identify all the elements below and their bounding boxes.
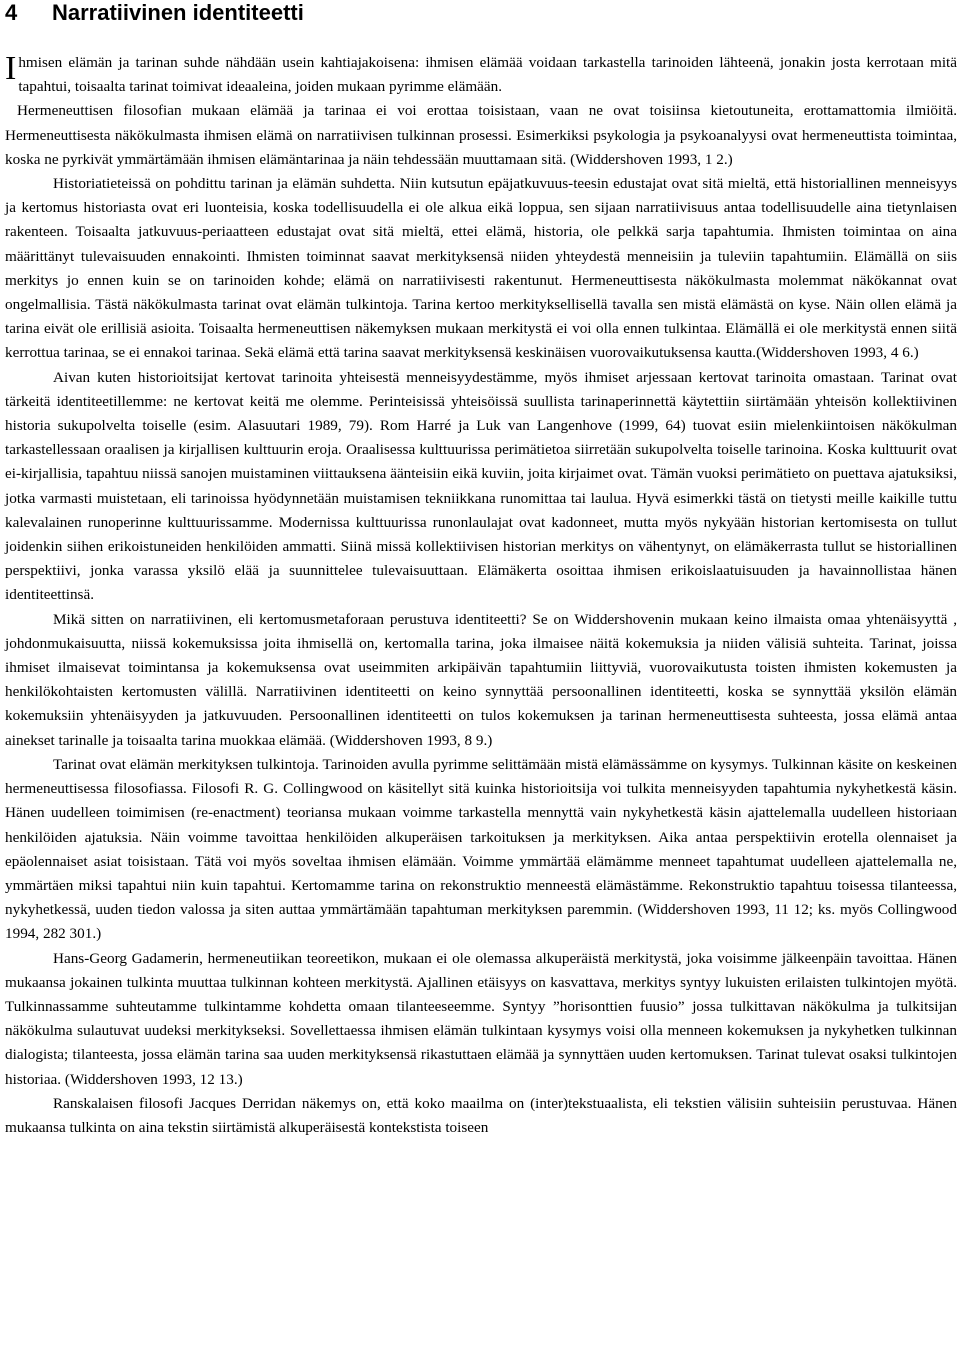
paragraph-5: Mikä sitten on narratiivinen, eli kertomusmetaforaan perustuva identiteetti? Se on Widdershovenin mukaan keino ilmaista omaa yhtenäisyyttä , johdonmukaisuutta, niissä kokemuksissa joita ihmisellä on, kertomalla tarina, joka ilmaisee näitä kokemuksia ja niiden välisiä suhteita. Tarinat, joissa ihmiset ilmaisevat toimintansa ja kokemuksensa ovat useimmiten arkipäivän tapahtumiin liittyviä, vuorovaikutusta toisten ihmisten kokemusten ja henkilökohtaisten kertomusten välillä. Narratiivinen identiteetti on keino synnyttää persoonallinen identiteetti, koska se synnyttää yksilön elämän kokemuksiin yhtenäisyyden ja jatkuvuuden. Persoonallinen identiteetti on tulos kokemuksen ja tarinan hermeneuttisesta suhteesta, jossa elämä antaa ainekset tarinalle ja toisaalta tarina muokkaa elämää. (Widdershoven 1993, 8 9.) [5,610,957,749]
body-text [5,51,957,1140]
paragraph-4: Aivan kuten historioitsijat kertovat tarinoita yhteisestä menneisyydestämme, myös ihmiset arjessaan kertovat tarinoita omastaan. Tarinat ovat tärkeitä identiteetillemme: ne kertovat keitä me olemme. Perinteisissä yhteisöissä suullista tarinaperinnettä käytettiin siirtämään yhteisön kollektiivinen historia sukupolvelta toiselle (esim. Alasuutari 1989, 79). Rom Harré ja Luk van Langenhove (1999, 64) tuovat esiin mielenkiintoisen näkökulman tarkastellessaan oraalisen ja kirjallisen kulttuurin eroja. Oraalisessa kulttuurissa perimätietoa siirretään sukupolvelta toiselle tarinoina. Koska kulttuurit ovat ei-kirjallisia, tapahtuu niissä sanojen muistaminen viittauksena äänteisiin eikä kuviin, joita kirjaimet ovat. Tämän vuoksi perimätieto on puettava ajatuksiksi, jotka varmasti muistetaan, eli tarinoissa hyödynnetään muistamisen tekniikkana runomittaa tai laulua. Hyvä esimerkki tästä on tietysti meille kaikille tuttu kalevalainen runoperinne kulttuurissamme. Modernissa kulttuurissa runonlaulajat ovat kadonneet, mutta myös nykyään historian kertomisesta on tullut joidenkin siihen erikoistuneiden henkilöiden ammatti. Siinä missä kollektiivisen historian merkitys on vähentynyt, on elämäkerrasta tullut se historiallinen perspektiivi, jonka varassa yksilö elää ja suunnittelee tulevaisuuttaan. Elämäkerta osoittaa ihmisen erikoislaatuisuuden ja havainnollistaa hänen identiteettinsä. [5,368,957,604]
paragraph-2: Hermeneuttisen filosofian mukaan elämää ja tarinaa ei voi erottaa toisistaan, vaan ne ovat toisiinsa kietoutuneita, erottamattomia ilmiöitä. Hermeneuttisesta näkökulmasta ihmisen elämä on narratiivisen tulkinnan prosessi. Esimerkiksi psykologia ja psykoanalyysi ovat hermeneuttista toimintaa, koska ne pyrkivät ymmärtämään ihmisen elämäntarinaa ja näin tehdessään muuttamaan sitä. (Widdershoven 1993, 1 2.) [5,102,957,168]
paragraph-7: Hans-Georg Gadamerin, hermeneutiikan teoreetikon, mukaan ei ole olemassa alkuperäistä merkitystä, joka voisimme jälkeenpäin tavoittaa. Hänen mukaansa jokainen tulkinta muuttaa tulkinnan kohteen merkitystä. Ajallinen etäisyys on kasvattava, merkitys syntyy lukuisten erilaisten tulkintojen myötä. Tulkinnassamme suhteutamme tulkintamme kohdetta omaan tilanteeseemme. Syntyy ”horisonttien fuusio” jossa tulkittavan näkökulma ja tulkitsijan näkökulma sulautuvat uudeksi merkitykseksi. Sovellettaessa ihmisen elämän tulkintaan kysymys voisi olla menneen kokemuksen ja nykyhetken tulkinnan dialogista; tilanteesta, jossa elämän tarina saa uuden merkityksensä rikastuttaen elämää ja synnyttäen uuden kertomuksen. Tarinat tulevat osaksi tulkintojen historiaa. (Widdershoven 1993, 12 13.) [5,949,957,1088]
chapter-title: Narratiivinen identiteetti [52,0,304,25]
paragraph-1-text: hmisen elämän ja tarinan suhde nähdään usein kahtiajakoisena: ihmisen elämää voidaan tarkastella tarinoiden lähteenä, jonakin josta kerrotaan mitä tapahtui, toisaalta tarinat toimivat ideaaleina, joiden mukaan pyrimme elämään. [18,54,957,96]
paragraph-6: Tarinat ovat elämän merkityksen tulkintoja. Tarinoiden avulla pyrimme selittämään mistä elämässämme on kysymys. Tulkinnan käsite on keskeinen hermeneuttisessa filosofiassa. Filosofi R. G. Collingwood on käsitellyt sitä kuinka historioitsija voi tulkita menneisyyden tapahtumia nykyhetkestä käsin. Hänen uudelleen toimimisen (re-enactment) teoriansa mukaan voimme tarkastella mennyttä vain nykyhetkestä käsin ajattelemalla uudelleen historiaan henkilöiden ajatuksia. Näin voimme tavoittaa henkilöiden alkuperäisen tarkoituksen ja merkityksen. Aika antaa perspektiivin erotella olennaiset ja epäolennaiset asiat toisistaan. Tätä voi myös soveltaa ihmisen elämään. Voimme ymmärtää elämämme menneet tapahtumat uudelleen ajattelemalla ne, ymmärtäen miksi tapahtui niin kuin tapahtui. Kertomamme tarina on rekonstruktio menneestä elämästämme. Rekonstruktio tapahtuu toisessa tilanteessa, nykyhetkessä, uuden tiedon valossa ja siten auttaa ymmärtämään tapahtuman merkityksen paremmin. (Widdershoven 1993, 11 12; ks. myös Collingwood 1994, 282 301.) [5,755,957,943]
drop-cap: I [5,50,17,87]
paragraph-1 [5,51,957,99]
chapter-number: 4 [5,0,18,25]
paragraph-8: Ranskalaisen filosofi Jacques Derridan näkemys on, että koko maailma on (inter)tekstuaalista, eli tekstien välisiin suhteisiin perustuvaa. Hänen mukaansa tulkinta on aina tekstin siirtämistä alkuperäisestä kontekstista toiseen [5,1094,957,1136]
paragraph-3: Historiatieteissä on pohdittu tarinan ja elämän suhdetta. Niin kutsutun epäjatkuvuus-teesin edustajat ovat sitä mieltä, että historiallinen menneisyys ja kertomus historiasta ovat eri luonteisia, koska todellisuudella ei ole alkua eikä loppua, sen sijaan narratiivisuus antaa todellisuudelle aina tietynlaisen rakenteen. Toisaalta jatkuvuus-periaatteen edustajat ovat sitä mieltä, ettei elämä, historia, ole pelkkä sarja tapahtumia. Ihmisten toimintaa on aina määrittänyt tulevaisuuden ennakointi. Ihmisten toiminnat saavat merkityksensä niiden yhteydestä menneisiin ja tuleviin tapahtumiin. Elämällä on siis merkitys jo ennen kuin se on tarinoiden kohde; elämä on narratiivisesti rakentunut. Hermeneuttisesta näkökulmasta molemmat näkökannat ovat ongelmallisia. Tästä näkökulmasta tarinat ovat elämän tulkintoja. Tarina kertoo merkityksellisellä tavalla sen mistä elämästä on kyse. Näin ollen elämä ja tarina eivät ole erillisiä asioita. Toisaalta hermeneuttisen näkemyksen mukaan merkitystä ei voi olla ennen tulkintaa. Elämällä ei ole merkitystä ennen siitä kerrottua tarinaa, se ei ennakoi tarinaa. Sekä elämä että tarina saavat merkityksensä keskinäisen vuorovaikutuksensa kautta.(Widdershoven 1993, 4 6.) [5,175,957,362]
chapter-heading [5,0,304,26]
